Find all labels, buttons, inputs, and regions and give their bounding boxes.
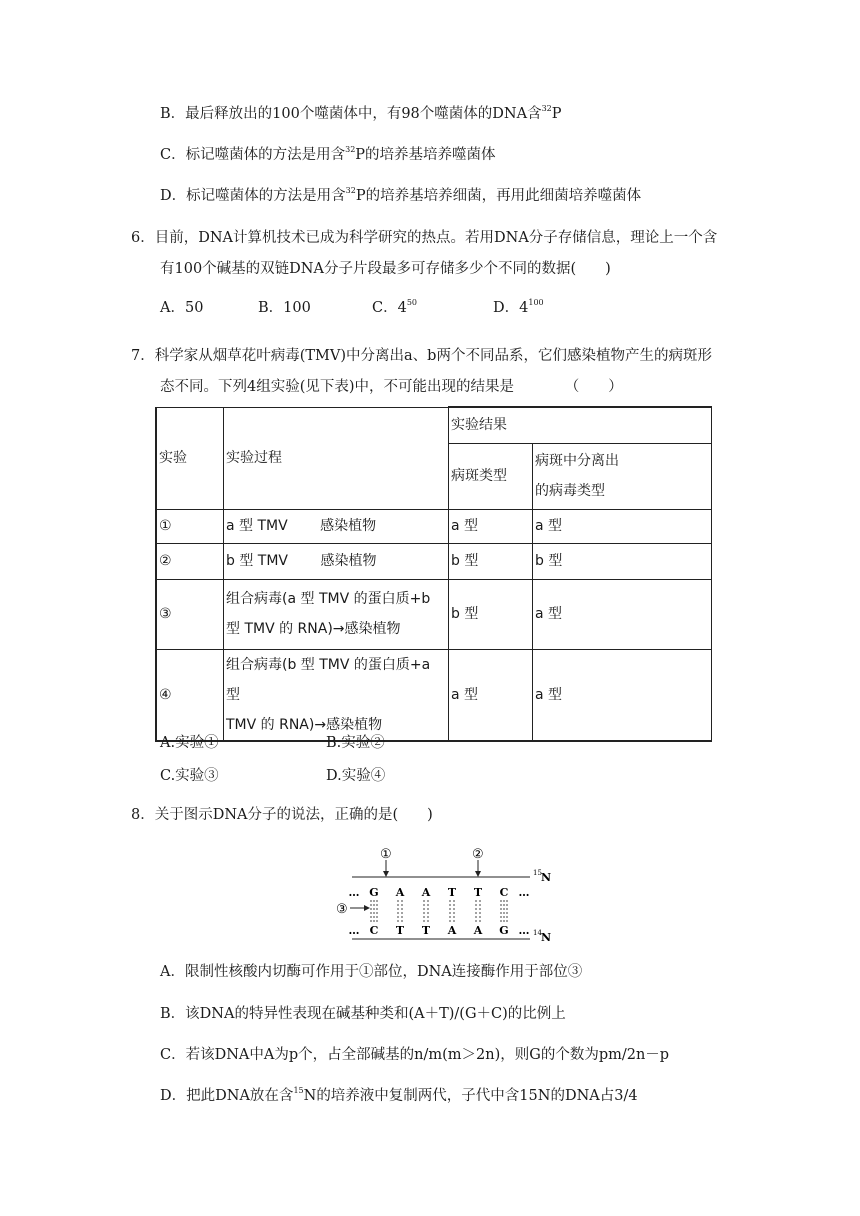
row-process-line1: 组合病毒(a 型 TMV 的蛋白质+b	[226, 591, 431, 607]
hydrogen-bonds	[371, 900, 507, 922]
option-label: D．	[160, 188, 187, 204]
superscript: 100	[528, 298, 544, 307]
q8-option-a[interactable]	[160, 962, 582, 982]
row-number: ①	[156, 509, 224, 543]
row-virus-type: a 型	[533, 649, 712, 741]
option-text: 限制性核酸内切酶可作用于①部位，DNA连接酶作用于部位③	[184, 964, 583, 980]
row-process: a 型 TMV 感染植物	[224, 509, 449, 543]
option-text: 4	[397, 300, 407, 316]
top-base: C	[499, 886, 509, 899]
header-result: 实验结果	[449, 407, 712, 443]
option-text: 该DNA的特异性表现在碱基种类和(A＋T)/(G＋C)的比例上	[185, 1006, 566, 1022]
option-label: B．	[160, 106, 186, 122]
table-row	[156, 579, 712, 649]
q8-stem: 8．关于图示DNA分子的说法，正确的是( )	[131, 807, 433, 823]
row-lesion-type: b 型	[449, 543, 533, 579]
header-lesion-type: 病斑类型	[449, 443, 533, 509]
row-virus-type: a 型	[533, 579, 712, 649]
option-text: 100	[283, 300, 311, 316]
table-row	[156, 649, 712, 741]
q8-option-c[interactable]	[160, 1045, 669, 1065]
superscript: 15	[293, 1086, 304, 1095]
bottom-base: A	[447, 924, 457, 937]
bottom-base: …	[348, 924, 360, 937]
header-virus-type	[533, 443, 712, 509]
q6-stem-line1: 6．目前，DNA计算机技术已成为科学研究的热点。若用DNA分子存储信息，理论上一个含	[131, 230, 718, 246]
q6-option-b[interactable]	[258, 298, 311, 318]
option-text-tail: P的培养基培养细菌，再用此细菌培养噬菌体	[355, 188, 642, 204]
q7-option-a[interactable]: A.实验①	[160, 735, 219, 751]
bottom-base: T	[395, 924, 405, 937]
option-text: 最后释放出的100个噬菌体中，有98个噬菌体的DNA含	[185, 106, 542, 122]
top-base: G	[369, 886, 379, 899]
option-label: C．	[160, 147, 186, 163]
bottom-base: A	[473, 924, 483, 937]
row-process-line2: 型 TMV 的 RNA)→感染植物	[226, 621, 401, 637]
row-process	[224, 579, 449, 649]
row-number: ②	[156, 543, 224, 579]
row-process	[224, 649, 449, 741]
q6-option-d[interactable]	[493, 298, 544, 318]
bottom-base: T	[421, 924, 431, 937]
option-text-tail: P	[551, 106, 562, 122]
q8-option-b[interactable]	[160, 1004, 566, 1024]
option-text: 若该DNA中A为p个，占全部碱基的n/m(m＞2n)，则G的个数为pm/2n－p	[185, 1047, 670, 1063]
row-virus-type: b 型	[533, 543, 712, 579]
header-process: 实验过程	[224, 407, 449, 509]
top-base: T	[473, 886, 483, 899]
row-number: ③	[156, 579, 224, 649]
row-process: b 型 TMV 感染植物	[224, 543, 449, 579]
row-process-line2: TMV 的 RNA)→感染植物	[226, 716, 383, 733]
q6-option-c[interactable]	[372, 298, 417, 318]
top-strand-bases	[349, 886, 530, 899]
dna-double-strand-figure	[334, 844, 564, 944]
superscript: 32	[541, 104, 552, 113]
top-strand-label: N	[541, 871, 552, 884]
option-text: 50	[184, 300, 204, 316]
header-virus-type-line2: 的病毒类型	[535, 483, 605, 499]
q5-option-c[interactable]	[160, 145, 496, 165]
marker-3-arrowhead	[364, 905, 370, 911]
bottom-base: G	[499, 924, 509, 937]
option-label: D．	[493, 300, 520, 316]
q6-stem-line2: 有100个碱基的双链DNA分子片段最多可存储多少个不同的数据( )	[160, 261, 611, 277]
header-virus-type-line1: 病斑中分离出	[535, 453, 619, 469]
bottom-base: C	[369, 924, 379, 937]
option-label: B．	[258, 300, 284, 316]
row-lesion-type: b 型	[449, 579, 533, 649]
row-virus-type: a 型	[533, 509, 712, 543]
option-label: A．	[160, 300, 185, 316]
top-strand-label-sup: 15	[533, 869, 542, 877]
option-label: D．	[160, 1088, 187, 1104]
option-label: C．	[160, 1047, 186, 1063]
option-text: 4	[519, 300, 529, 316]
row-lesion-type: a 型	[449, 509, 533, 543]
option-label: B．	[160, 1006, 186, 1022]
q7-stem-line1: 7．科学家从烟草花叶病毒(TMV)中分离出a、b两个不同品系，它们感染植物产生的病斑形	[131, 348, 712, 364]
bottom-strand-label-sup: 14	[533, 929, 542, 937]
superscript: 32	[345, 145, 356, 154]
superscript: 32	[345, 186, 356, 195]
top-base: A	[421, 886, 431, 899]
superscript: 50	[406, 298, 418, 307]
bottom-strand-bases	[349, 924, 530, 937]
q5-option-d[interactable]	[160, 186, 641, 206]
option-text-tail: P的培养基培养噬菌体	[355, 147, 496, 163]
option-text: 标记噬菌体的方法是用含	[186, 188, 346, 204]
q7-stem-line2: 态不同。下列4组实验(见下表)中，不可能出现的结果是 （ ）	[160, 379, 623, 395]
top-base: …	[348, 886, 360, 899]
bottom-base: …	[518, 924, 530, 937]
bottom-strand-label: N	[541, 931, 552, 944]
marker-1-arrowhead	[383, 871, 389, 877]
table-row	[156, 543, 712, 579]
top-base: A	[395, 886, 405, 899]
q7-option-b[interactable]: B.实验②	[326, 735, 385, 751]
option-text-tail: N的培养液中复制两代，子代中含15N的DNA占3/4	[303, 1088, 638, 1104]
experiment-table	[155, 406, 712, 742]
marker-1: ①	[380, 847, 392, 862]
q6-option-a[interactable]	[160, 298, 203, 318]
header-experiment: 实验	[156, 407, 224, 509]
row-number: ④	[156, 649, 224, 741]
marker-2-arrowhead	[475, 871, 481, 877]
option-text: 标记噬菌体的方法是用含	[185, 147, 346, 163]
row-lesion-type: a 型	[449, 649, 533, 741]
row-process-line1: 组合病毒(b 型 TMV 的蛋白质+a 型	[226, 656, 431, 703]
marker-3: ③	[336, 902, 348, 917]
q8-option-d[interactable]	[160, 1086, 638, 1106]
q7-option-d[interactable]: D.实验④	[326, 768, 386, 784]
option-label: A．	[160, 964, 185, 980]
table-row	[156, 509, 712, 543]
q5-option-b[interactable]	[160, 104, 562, 124]
q7-option-c[interactable]: C.实验③	[160, 768, 219, 784]
top-base: T	[447, 886, 457, 899]
option-text: 把此DNA放在含	[186, 1088, 294, 1104]
option-label: C．	[372, 300, 398, 316]
top-base: …	[518, 886, 530, 899]
marker-2: ②	[472, 847, 484, 862]
